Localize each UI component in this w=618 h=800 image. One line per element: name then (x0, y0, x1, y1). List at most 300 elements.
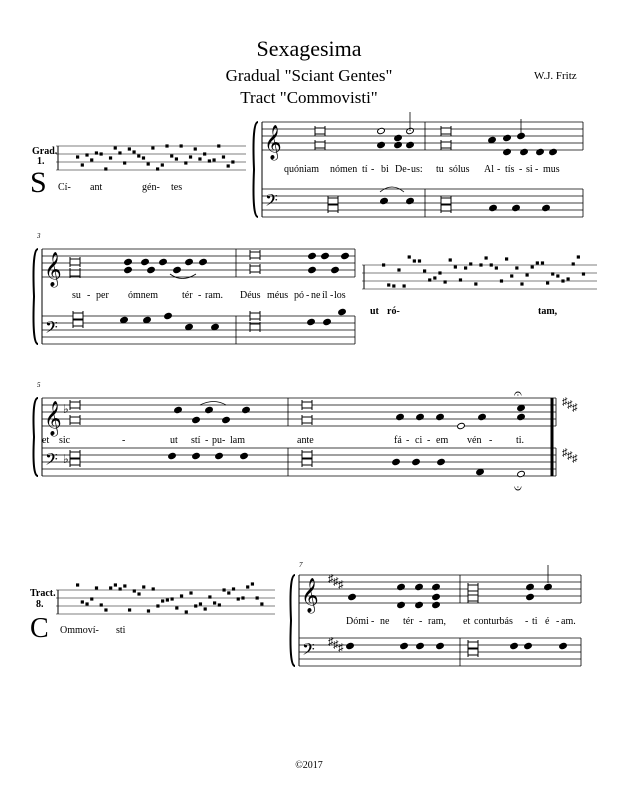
breve-note (250, 313, 260, 319)
breve-note (302, 402, 312, 408)
lyric: - (122, 435, 126, 446)
neume (104, 608, 107, 611)
neume (241, 596, 244, 599)
sharp-icon: ♯ (328, 636, 334, 648)
neume (175, 157, 178, 160)
system-brace (254, 122, 259, 217)
breve-note (70, 270, 80, 276)
neume (123, 584, 126, 587)
lyric: vén (467, 435, 482, 446)
lyric: am. (561, 616, 576, 627)
lyric: - (222, 435, 226, 446)
neume (536, 261, 539, 264)
lyric: - (519, 164, 523, 175)
neume (231, 160, 234, 163)
neume (218, 603, 221, 606)
sharp-icon: ♯ (572, 402, 578, 414)
note-head (394, 141, 403, 148)
neume (531, 265, 534, 268)
breve-note (70, 452, 80, 458)
note-head (400, 642, 409, 649)
sharp-icon: ♯ (572, 453, 578, 465)
note-head (308, 266, 317, 273)
lyric: - (87, 290, 91, 301)
note-head (478, 413, 487, 420)
lyric: - (406, 435, 410, 446)
neume (505, 257, 508, 260)
note-head (396, 413, 405, 420)
note-head (215, 452, 224, 459)
neume (423, 269, 426, 272)
note-head (120, 316, 129, 323)
neume (454, 265, 457, 268)
neume (222, 155, 225, 158)
chant-syl: ró- (387, 306, 400, 317)
lyric: - (407, 164, 411, 175)
neume (418, 259, 421, 262)
bass-clef-icon: 𝄢 (45, 451, 58, 473)
note-head (392, 458, 401, 465)
measure-number: 3 (37, 232, 41, 240)
flat-icon: ♭ (63, 452, 69, 466)
lyric: é (545, 616, 550, 627)
neume (203, 152, 206, 155)
neume (469, 262, 472, 265)
sharp-icon: ♯ (333, 576, 339, 588)
lyric: - (427, 435, 431, 446)
note-head (185, 323, 194, 330)
lyric: - (535, 164, 539, 175)
breve-note (70, 402, 80, 408)
neume (413, 259, 416, 262)
neume (152, 587, 155, 590)
neume (76, 155, 79, 158)
note-head (406, 141, 415, 148)
note-head (510, 642, 519, 649)
note-head (338, 308, 347, 315)
neume (459, 278, 462, 281)
breve-note (250, 252, 260, 258)
bass-clef-icon: 𝄢 (45, 319, 58, 341)
lyric: pu (212, 435, 222, 446)
lyric: mus (543, 164, 560, 175)
lyric: - (419, 616, 423, 627)
note-head (436, 413, 445, 420)
lyric: ne (380, 616, 390, 627)
note-head (457, 422, 466, 429)
neume (109, 156, 112, 159)
note-head (205, 406, 214, 413)
breve-note (441, 198, 451, 204)
breve-note (70, 459, 80, 465)
lyric: tér (403, 616, 414, 627)
note-head (416, 642, 425, 649)
neume (561, 279, 564, 282)
neume (165, 144, 168, 147)
lyric: íl (322, 290, 328, 301)
note-head (559, 642, 568, 649)
breve-note (315, 128, 325, 134)
lyric: ante (297, 435, 314, 446)
neume (232, 587, 235, 590)
lyric: - (497, 164, 501, 175)
lyric: ti (532, 616, 538, 627)
sharp-icon: ♯ (338, 642, 344, 654)
lyric: et (463, 616, 471, 627)
neume (118, 151, 121, 154)
neume (100, 603, 103, 606)
lyric: sic (59, 435, 71, 446)
neume (142, 585, 145, 588)
sharp-icon: ♯ (328, 573, 334, 585)
lyric: - (556, 616, 560, 627)
chant-syl: tam, (538, 306, 558, 317)
note-head (173, 266, 182, 273)
tract-label: Tract. (30, 588, 56, 599)
treble-clef-icon: 𝄞 (264, 126, 282, 159)
system-brace (34, 249, 39, 344)
neume (128, 608, 131, 611)
page-title: Sexagesima (256, 36, 362, 61)
neume (166, 598, 169, 601)
neume (213, 601, 216, 604)
neume (104, 167, 107, 170)
note-head (192, 416, 201, 423)
tract-chant-incipit (56, 582, 275, 614)
neume (387, 283, 390, 286)
neume (175, 606, 178, 609)
neume (100, 152, 103, 155)
note-head (346, 642, 355, 649)
neume (137, 154, 140, 157)
measure-number: 7 (299, 561, 303, 569)
lyric: Dómi (346, 616, 369, 627)
lyric: - (198, 290, 202, 301)
composer-name: W.J. Fritz (534, 70, 577, 82)
neume (227, 591, 230, 594)
tie (200, 402, 226, 406)
neume (567, 277, 570, 280)
neume (546, 281, 549, 284)
lyric: per (96, 290, 109, 301)
neume (81, 163, 84, 166)
neume (212, 158, 215, 161)
neume (171, 597, 174, 600)
breve-note (468, 642, 478, 648)
neume (256, 596, 259, 599)
sharp-icon: ♯ (562, 447, 568, 459)
neume (170, 154, 173, 157)
neume (515, 266, 518, 269)
neume (577, 255, 580, 258)
sharp-icon: ♯ (567, 399, 573, 411)
subtitle-gradual: Gradual "Sciant Gentes" (225, 66, 393, 85)
flat-icon: ♭ (63, 402, 69, 416)
breve-note (441, 142, 451, 148)
neume (208, 595, 211, 598)
bass-clef-icon: 𝄢 (302, 641, 315, 663)
breve-note (73, 313, 83, 319)
note-head (503, 134, 512, 141)
note-head (406, 197, 415, 204)
neume (208, 159, 211, 162)
lyric: et (42, 435, 50, 446)
note-head (199, 258, 208, 265)
treble-clef-icon: 𝄞 (44, 402, 62, 435)
lyric: ut (170, 435, 178, 446)
neume (541, 261, 544, 264)
neume (438, 271, 441, 274)
note-head (520, 148, 529, 155)
breve-note (302, 459, 312, 465)
note-head (323, 318, 332, 325)
sharp-icon: ♯ (567, 450, 573, 462)
note-head (517, 413, 526, 420)
note-head (544, 583, 553, 590)
lyric: tu (436, 164, 444, 175)
note-head (308, 252, 317, 259)
note-head (143, 316, 152, 323)
neume (95, 586, 98, 589)
copyright: ©2017 (295, 760, 323, 771)
treble-clef-icon: 𝄞 (301, 579, 319, 612)
note-head (412, 458, 421, 465)
breve-note (468, 585, 478, 591)
note-head (526, 583, 535, 590)
neume (551, 272, 554, 275)
note-head (524, 642, 533, 649)
lyric: - (205, 435, 209, 446)
lyric: conturbás (474, 616, 513, 627)
note-head (432, 593, 441, 600)
neume (433, 276, 436, 279)
lyric: Al (484, 164, 494, 175)
neume (227, 164, 230, 167)
tie (380, 187, 404, 192)
neume (260, 602, 263, 605)
fermata-icon: 𝄑 (514, 482, 522, 497)
note-head (397, 601, 406, 608)
tract-initial: C (30, 613, 49, 644)
neume (161, 599, 164, 602)
chant-syl: ut (370, 306, 379, 317)
neume (444, 280, 447, 283)
sharp-icon: ♯ (333, 639, 339, 651)
lyric: si (526, 164, 533, 175)
neume (500, 279, 503, 282)
breve-note (302, 417, 312, 423)
neume (90, 158, 93, 161)
note-head (192, 452, 201, 459)
neume (520, 282, 523, 285)
gradual-syl-3: gén- (142, 182, 160, 193)
neume (185, 610, 188, 613)
lyric: - (371, 616, 375, 627)
neume (85, 602, 88, 605)
neume (128, 147, 131, 150)
breve-note (250, 266, 260, 272)
note-head (437, 458, 446, 465)
lyric: ti. (516, 435, 525, 446)
neume (81, 600, 84, 603)
gradual-syl-2: ant (90, 182, 103, 193)
neume (222, 588, 225, 591)
lyric: - (489, 435, 493, 446)
neume (474, 282, 477, 285)
neume (428, 278, 431, 281)
note-head (380, 197, 389, 204)
note-head (489, 204, 498, 211)
neume (142, 156, 145, 159)
note-head (476, 468, 485, 475)
system-brace (291, 575, 296, 666)
breve-note (328, 198, 338, 204)
gradual-syl-4: tes (171, 182, 183, 193)
neume (199, 602, 202, 605)
tie (170, 274, 196, 279)
treble-clef-icon: 𝄞 (44, 253, 62, 286)
neume (582, 272, 585, 275)
note-head (164, 312, 173, 319)
breve-note (441, 128, 451, 134)
note-head (240, 452, 249, 459)
breve-note (468, 649, 478, 655)
note-head (174, 406, 183, 413)
neume (556, 274, 559, 277)
neume (180, 594, 183, 597)
neume (217, 144, 220, 147)
neume (526, 273, 529, 276)
lyric: em (436, 435, 449, 446)
lyric: - (525, 616, 529, 627)
sharp-icon: ♯ (562, 396, 568, 408)
neume (382, 263, 385, 266)
breve-note (468, 595, 478, 601)
note-head (436, 642, 445, 649)
subtitle-tract: Tract "Commovisti" (240, 88, 378, 107)
neume (403, 284, 406, 287)
note-head (159, 258, 168, 265)
note-head (242, 406, 251, 413)
note-head (488, 136, 497, 143)
neume (251, 582, 254, 585)
neume (189, 591, 192, 594)
neume (194, 604, 197, 607)
note-head (536, 148, 545, 155)
note-head (185, 258, 194, 265)
lyric: tí (362, 164, 368, 175)
note-head (348, 593, 357, 600)
neume (184, 161, 187, 164)
neume (151, 146, 154, 149)
tract-syl-2: sti (116, 625, 126, 636)
lyric: méus (267, 290, 289, 301)
neume (479, 263, 482, 266)
lyric: fá (394, 435, 402, 446)
breve-note (441, 205, 451, 211)
neume (485, 256, 488, 259)
breve-note (328, 205, 338, 211)
note-head (432, 583, 441, 590)
note-head (222, 416, 231, 423)
neume (85, 153, 88, 156)
gradual-chant-incipit (56, 144, 246, 170)
lyric: ram. (205, 290, 224, 301)
neume (189, 155, 192, 158)
neume (161, 163, 164, 166)
lyric: - (371, 164, 375, 175)
note-head (307, 318, 316, 325)
neume (147, 609, 150, 612)
lyric: ram, (428, 616, 447, 627)
lyric: los (334, 290, 346, 301)
lyric: De (395, 164, 407, 175)
note-head (141, 258, 150, 265)
note-head (331, 266, 340, 273)
lyric: ne (311, 290, 321, 301)
note-head (415, 583, 424, 590)
neume (490, 263, 493, 266)
neume (246, 585, 249, 588)
note-head (211, 323, 220, 330)
fermata-icon: 𝄐 (514, 387, 522, 402)
neume (237, 597, 240, 600)
lyric: - (330, 290, 334, 301)
neume (464, 266, 467, 269)
lyric: nómen (330, 164, 358, 175)
sharp-icon: ♯ (338, 579, 344, 591)
neume (114, 146, 117, 149)
neume (137, 592, 140, 595)
gradual-syl-1: Cí- (58, 182, 71, 193)
note-head (124, 258, 133, 265)
note-head (416, 413, 425, 420)
lyric: us: (411, 164, 423, 175)
lyric: - (306, 290, 310, 301)
note-head (321, 252, 330, 259)
tract-mode: 8. (36, 599, 44, 610)
neume (123, 161, 126, 164)
lyric: lam (230, 435, 245, 446)
lyric: bi (381, 164, 389, 175)
neume (397, 268, 400, 271)
lyric: tér (182, 290, 193, 301)
gradual-mode: 1. (37, 156, 45, 167)
neume (204, 607, 207, 610)
lyric: sólus (449, 164, 470, 175)
note-head (394, 134, 403, 141)
breve-note (70, 417, 80, 423)
breve-note (250, 324, 260, 330)
gradual-label: Grad. (32, 146, 58, 157)
lyric: Déus (240, 290, 261, 301)
neume (114, 583, 117, 586)
lyric: pó (294, 290, 304, 301)
neume (495, 266, 498, 269)
breve-note (302, 452, 312, 458)
note-head (147, 266, 156, 273)
neume (180, 144, 183, 147)
breve-note (73, 320, 83, 326)
note-head (517, 404, 526, 411)
note-head (512, 204, 521, 211)
neume (408, 255, 411, 258)
gradual-initial: S (30, 166, 47, 199)
breve-note (70, 259, 80, 265)
note-head (168, 452, 177, 459)
neume (392, 284, 395, 287)
note-head (377, 141, 386, 148)
